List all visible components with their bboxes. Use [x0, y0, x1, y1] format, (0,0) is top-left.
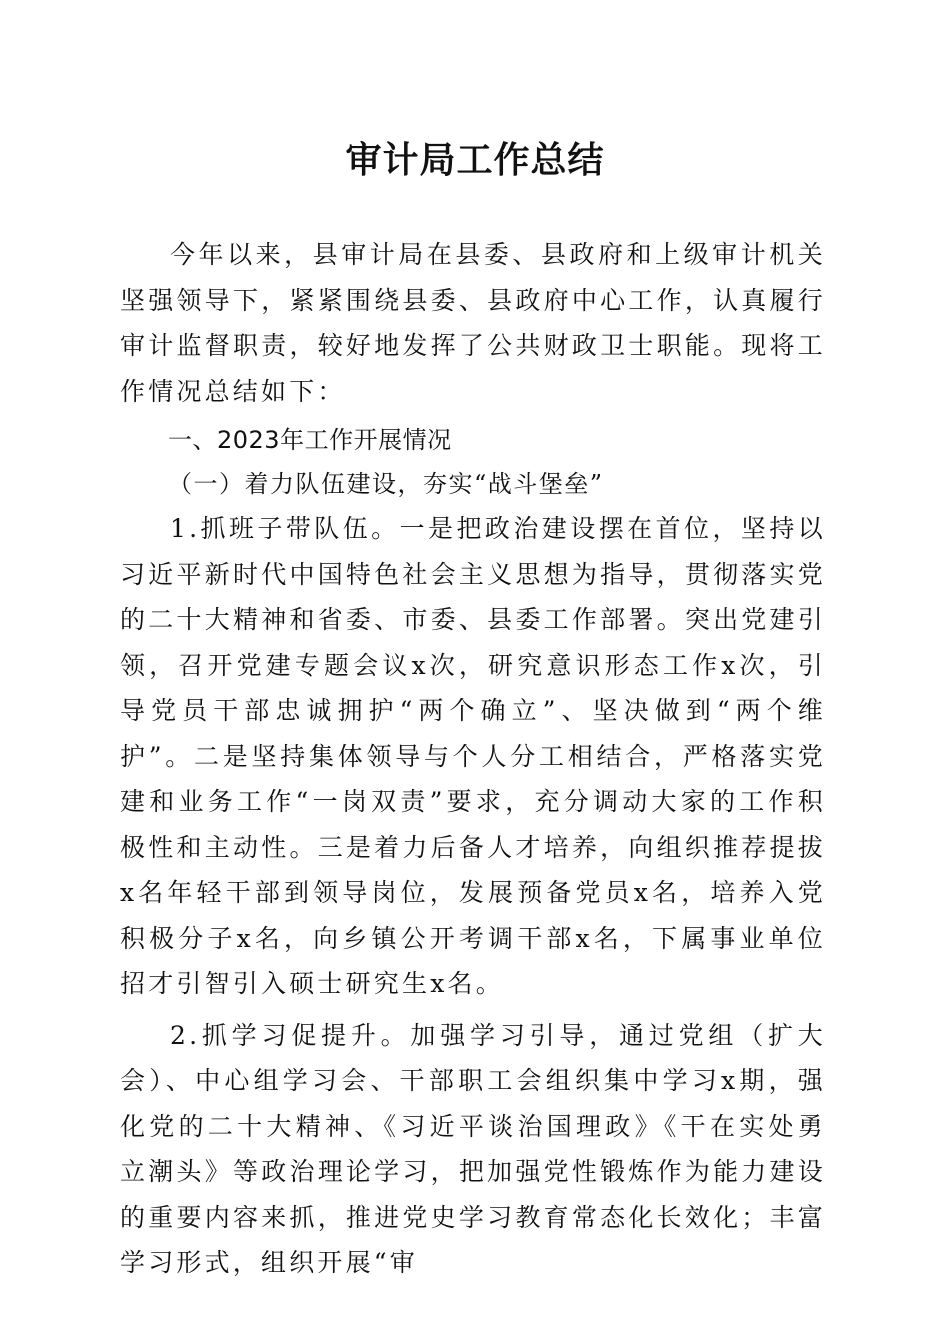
document-title: 审计局工作总结 [345, 139, 605, 181]
subsection-heading-1: （一）着力队伍建设，夯实“战斗堡垒” [168, 470, 604, 498]
item-paragraph-2: 2.抓学习促提升。加强学习引导，通过党组（扩大会）、中心组学习会、干部职工会组织集中学习x期，强化党的二十大精神、《习近平谈治国理政》《干在实处勇立潮头》等政治理论学习，把加强党性锻炼作为能力建设的重要内容来抓，推进党史学习教育常态化长效化；丰富学习形式，组织开展“审 [120, 1020, 826, 1277]
item-paragraph-1: 1.抓班子带队伍。一是把政治建设摆在首位，坚持以习近平新时代中国特色社会主义思想为指导，贯彻落实党的二十大精神和省委、市委、县委工作部署。突出党建引领，召开党建专题会议x次，研究意识形态工作x次，引导党员干部忠诚拥护“两个确立”、坚决做到“两个维护”。二是坚持集体领导与个人分工相结合，严格落实党建和业务工作“一岗双责”要求，充分调动大家的工作积极性和主动性。三是着力后备人才培养，向组织推荐提拔x名年轻干部到领导岗位，发展预备党员x名，培养入党积极分子x名，向乡镇公开考调干部x名，下属事业单位招才引智引入硕士研究生x名。 [120, 514, 826, 998]
document-body [120, 232, 826, 1286]
intro-paragraph: 今年以来，县审计局在县委、县政府和上级审计机关坚强领导下，紧紧围绕县委、县政府中心工作，认真履行审计监督职责，较好地发挥了公共财政卫士职能。现将工作情况总结如下： [120, 240, 826, 406]
section-heading-1: 一、2023年工作开展情况 [168, 426, 452, 454]
